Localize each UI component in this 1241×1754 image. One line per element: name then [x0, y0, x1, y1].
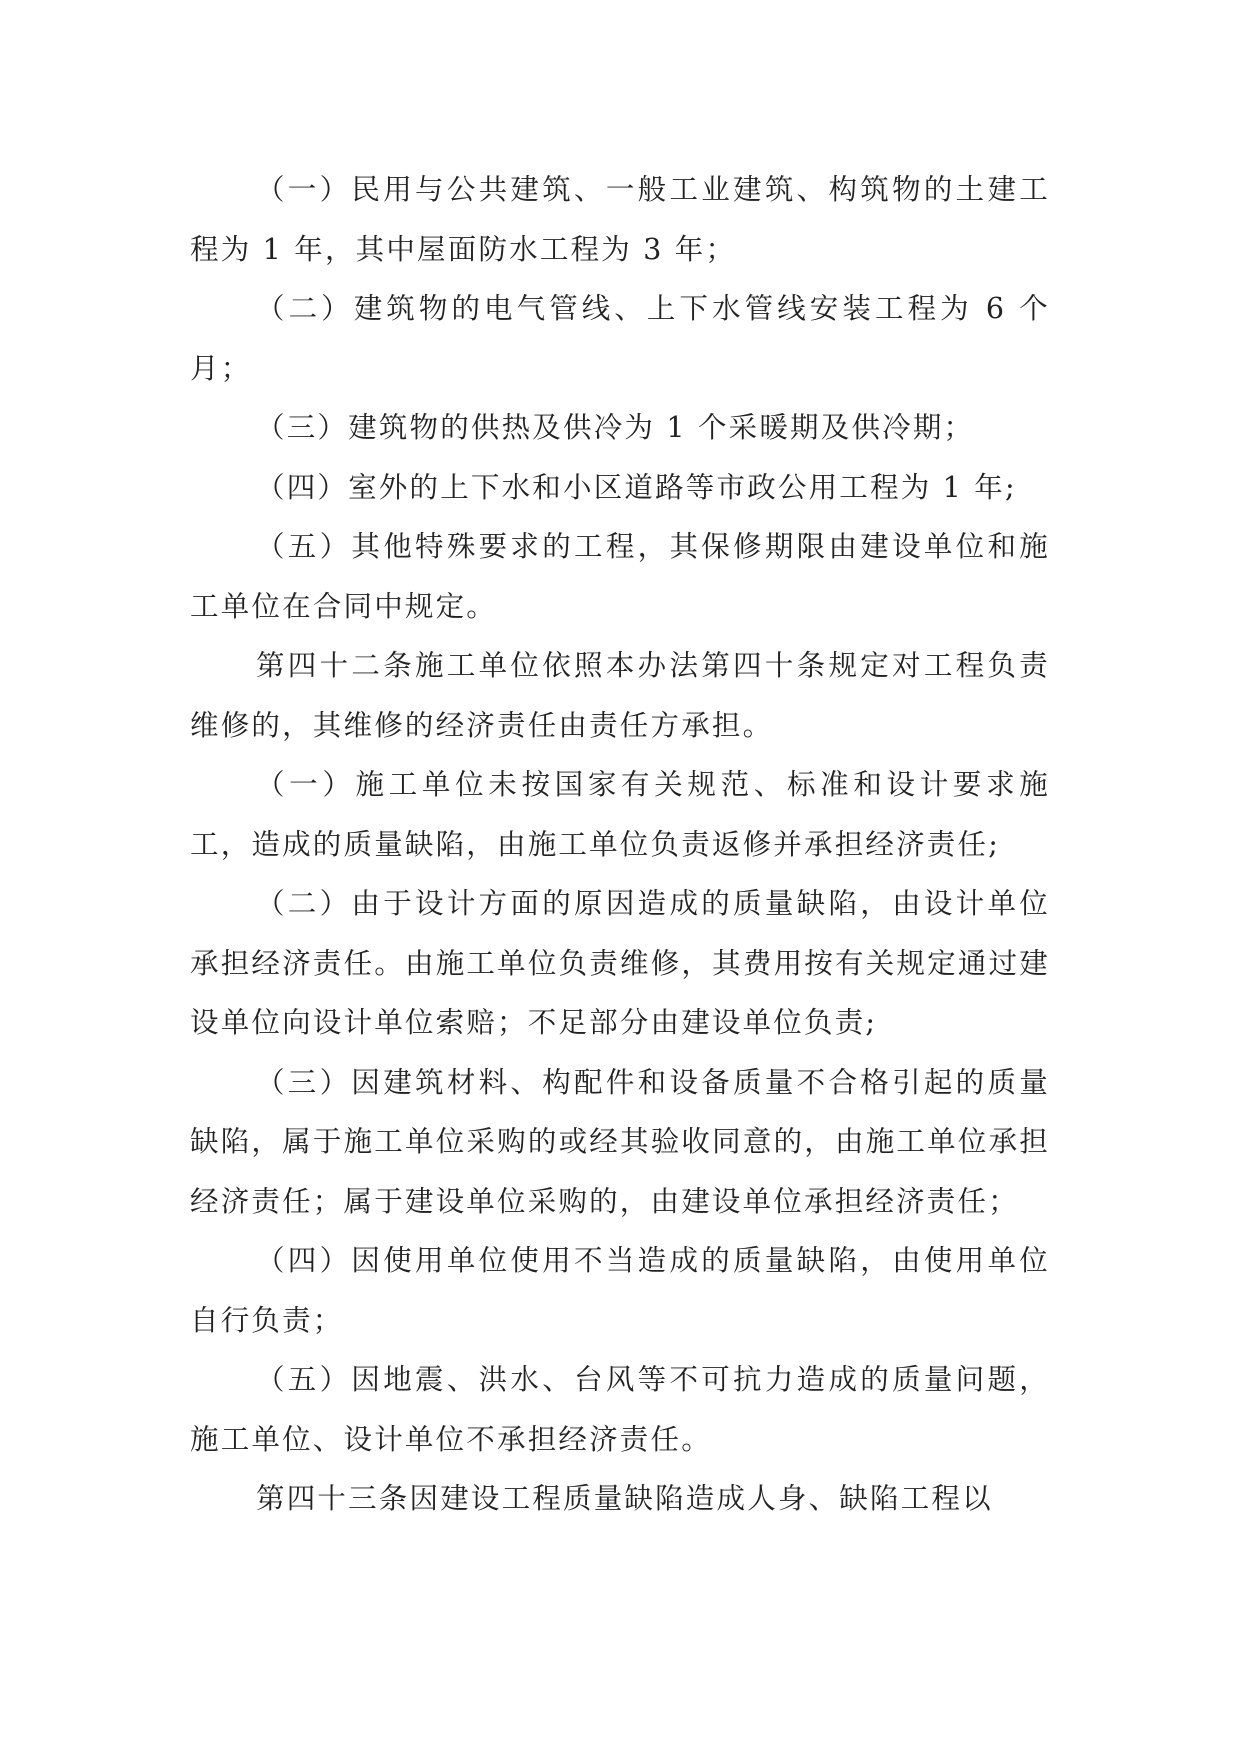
- paragraph-warranty-municipal: （四）室外的上下水和小区道路等市政公用工程为 1 年;: [256, 470, 1017, 504]
- paragraph-warranty-electrical: （二）建筑物的电气管线、上下水管线安装工程为 6 个月；: [190, 292, 1050, 385]
- paragraph-warranty-civil-buildings: （一）民用与公共建筑、一般工业建筑、构筑物的土建工程为 1 年，其中屋面防水工程为 3 年；: [190, 173, 1050, 266]
- document-body: [190, 160, 1050, 1529]
- paragraph-liability-materials: （三）因建筑材料、构配件和设备质量不合格引起的质量缺陷，属于施工单位采购的或经其验收同意的，由施工单位承担经济责任；属于建设单位采购的，由建设单位承担经济责任；: [190, 1065, 1050, 1218]
- paragraph-article-43: 第四十三条因建设工程质量缺陷造成人身、缺陷工程以: [256, 1482, 993, 1515]
- paragraph-liability-force-majeure: （五）因地震、洪水、台风等不可抗力造成的质量问题，施工单位、设计单位不承担经济责任。: [190, 1363, 1050, 1456]
- paragraph-liability-user: （四）因使用单位使用不当造成的质量缺陷，由使用单位自行负责；: [190, 1244, 1050, 1337]
- paragraph-liability-design: （二）由于设计方面的原因造成的质量缺陷，由设计单位承担经济责任。由施工单位负责维修，其费用按有关规定通过建设单位向设计单位索赔；不足部分由建设单位负责;: [190, 887, 1050, 1039]
- paragraph-liability-contractor: （一）施工单位未按国家有关规范、标准和设计要求施工，造成的质量缺陷，由施工单位负责返修并承担经济责任;: [190, 768, 1050, 861]
- paragraph-article-42: 第四十二条施工单位依照本办法第四十条规定对工程负责维修的，其维修的经济责任由责任方承担。: [190, 649, 1050, 742]
- paragraph-warranty-heating-cooling: （三）建筑物的供热及供冷为 1 个采暖期及供冷期；: [256, 411, 975, 444]
- paragraph-warranty-special: （五）其他特殊要求的工程，其保修期限由建设单位和施工单位在合同中规定。: [190, 530, 1050, 623]
